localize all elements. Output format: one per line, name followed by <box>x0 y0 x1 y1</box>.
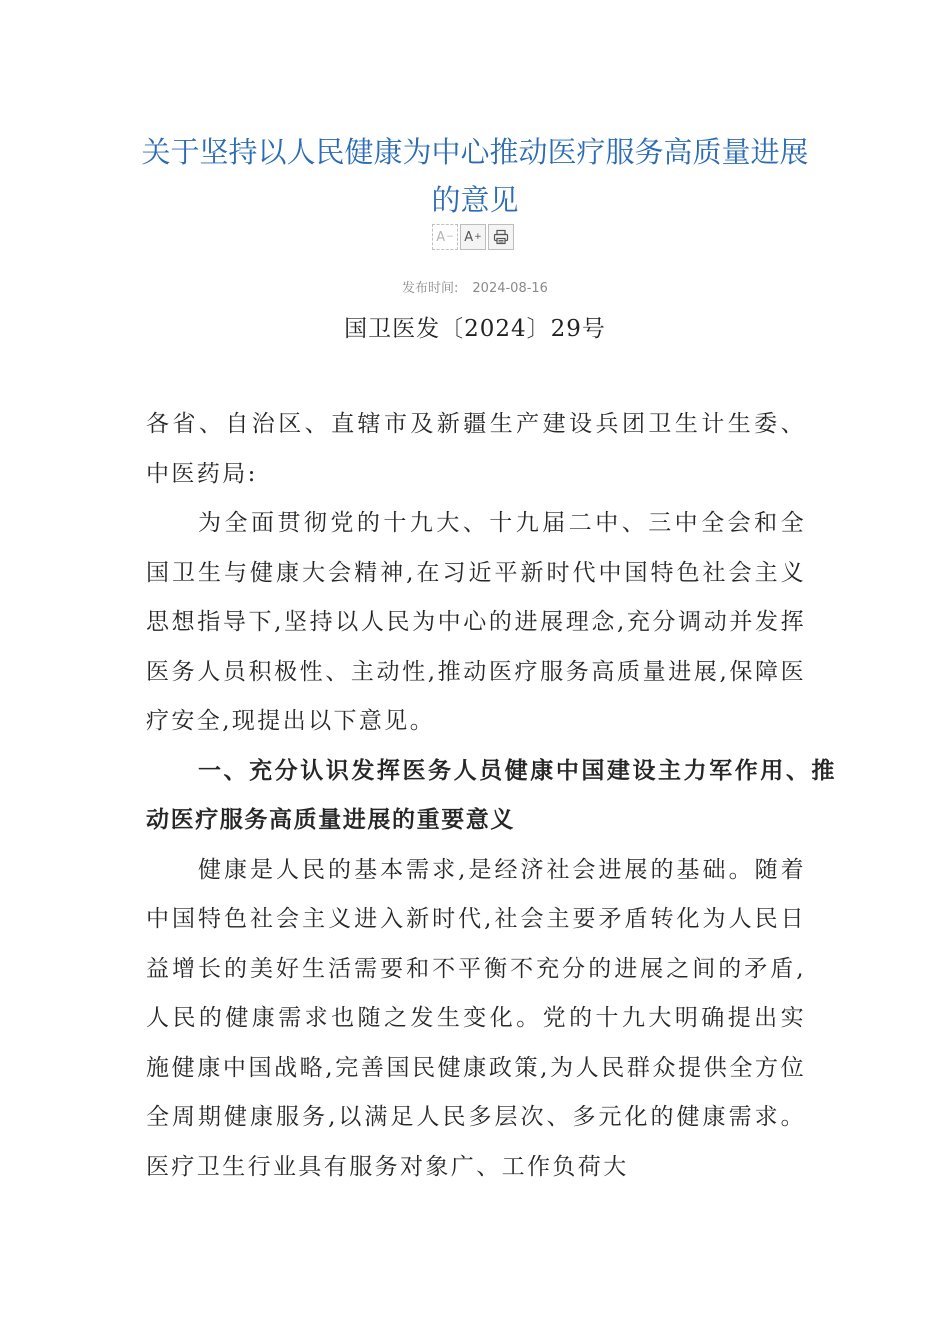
font-increase-icon: A <box>464 229 474 245</box>
font-decrease-button[interactable] <box>432 224 458 250</box>
section-heading: 一、充分认识发挥医务人员健康中国建设主力军作用、推动医疗服务高质量进展的重要意义 <box>146 757 836 833</box>
plus-icon: + <box>474 232 482 242</box>
salutation: 各省、自治区、直辖市及新疆生产建设兵团卫生计生委、中医药局: <box>146 411 806 487</box>
publish-info <box>0 277 950 296</box>
printer-icon <box>493 229 509 245</box>
article-title-line-2: 的意见 <box>431 183 519 217</box>
publish-date-label: 发布时间: <box>402 281 459 296</box>
font-increase-button[interactable] <box>460 224 486 250</box>
document-body <box>146 400 836 1192</box>
section-paragraph: 健康是人民的基本需求,是经济社会进展的基础。随着中国特色社会主义进入新时代,社会主要矛盾转化为人民日益增长的美好生活需要和不平衡不充分的进展之间的矛盾,人民的健康需求也随之发生变化。党的十九大明确提出实施健康中国战略,完善国民健康政策,为人民群众提供全方位全周期健康服务,以满足人民多层次、多元化的健康需求。医疗卫生行业具有服务对象广、工作负荷大 <box>146 856 806 1180</box>
font-decrease-icon: A <box>436 229 446 245</box>
article-title-line-1: 关于坚持以人民健康为中心推动医疗服务高质量进展 <box>141 135 809 169</box>
article-toolbar <box>432 224 514 250</box>
intro-paragraph: 为全面贯彻党的十九大、十九届二中、三中全会和全国卫生与健康大会精神,在习近平新时代中国特色社会主义思想指导下,坚持以人民为中心的进展理念,充分调动并发挥医务人员积极性、主动性,推动医疗服务高质量进展,保障医疗安全,现提出以下意见。 <box>146 510 807 734</box>
publish-date: 2024-08-16 <box>472 281 548 296</box>
minus-icon: − <box>446 232 454 242</box>
document-number: 国卫医发〔2024〕29号 <box>344 316 606 342</box>
print-button[interactable] <box>488 224 514 250</box>
